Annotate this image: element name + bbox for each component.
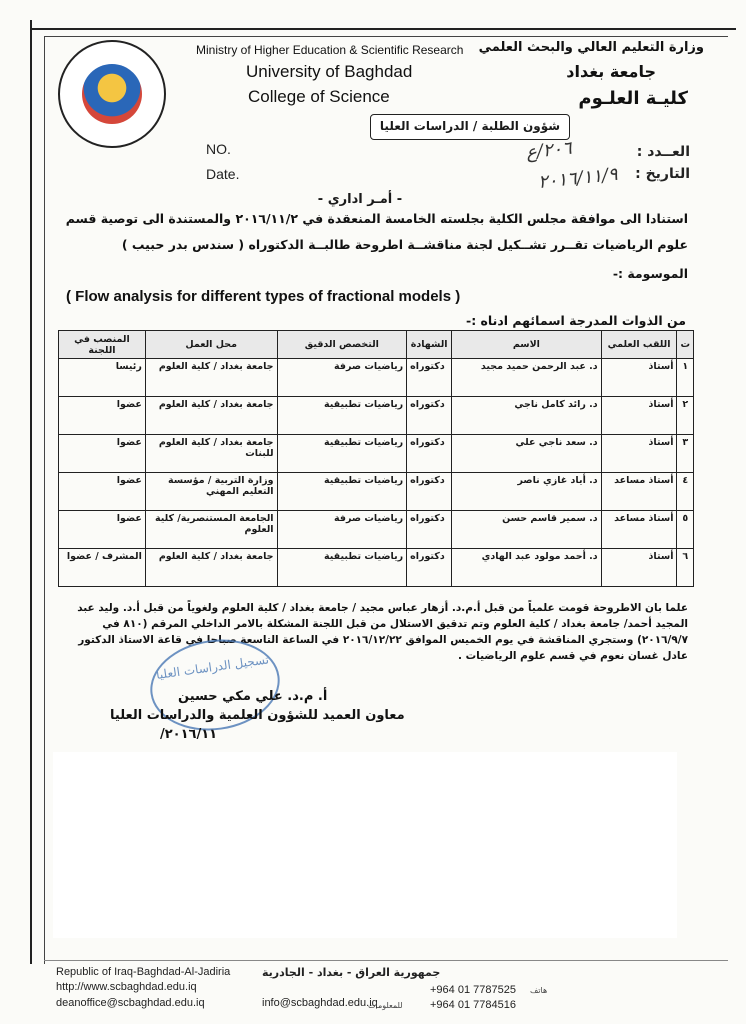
table-cell: عضوا	[59, 473, 146, 511]
body-paragraph-1: استنادا الى موافقة مجلس الكلية بجلسته الخامسة المنعقدة في ٢٠١٦/١١/٢ والمستندة الى توصية قسم	[65, 211, 688, 226]
date-label-en: Date.	[206, 166, 240, 182]
table-cell: أستاذ	[601, 397, 677, 435]
footer-phone-2: +964 01 7784516	[430, 999, 516, 1011]
university-name-en: University of Baghdad	[246, 62, 413, 81]
table-cell: أستاذ مساعد	[601, 511, 677, 549]
registration-stamp: تسجيل الدراسات العليا	[144, 631, 285, 738]
table-cell: أستاذ مساعد	[601, 473, 677, 511]
redacted-area	[53, 752, 677, 938]
table-cell: الجامعة المستنصرية/ كلية العلوم	[145, 511, 277, 549]
left-border-outer	[30, 20, 32, 964]
table-cell: جامعة بغداد / كلية العلوم	[145, 549, 277, 587]
signatory-name: أ. م.د. علي مكي حسين	[178, 689, 328, 704]
column-header: التخصص الدقيق	[277, 331, 407, 359]
body-paragraph-3: الموسومة :-	[612, 266, 688, 281]
footer-dean-email-link[interactable]: deanoffice@scbaghdad.edu.iq	[56, 997, 205, 1009]
footer-website-link[interactable]: http://www.scbaghdad.edu.iq	[56, 981, 197, 993]
thesis-title: ( Flow analysis for different types of fractional models )	[66, 288, 461, 305]
table-row	[59, 397, 694, 435]
column-header: الشهادة	[407, 331, 452, 359]
table-cell: جامعة بغداد / كلية العلوم للبنات	[145, 435, 277, 473]
table-cell: رياضيات تطبيقية	[277, 549, 407, 587]
document-number-value: ٢٠٦/ع	[525, 137, 573, 164]
top-border-inner	[44, 36, 728, 37]
table-row	[59, 473, 694, 511]
column-header: المنصب في اللجنة	[59, 331, 146, 359]
column-header: اللقب العلمي	[601, 331, 677, 359]
table-cell: رياضيات تطبيقية	[277, 473, 407, 511]
college-seal-icon	[58, 40, 166, 148]
university-name-ar: جامعة بغداد	[566, 62, 656, 81]
signature-date: ٢٠١٦/١١/	[160, 727, 218, 742]
table-cell: د. سعد ناجي علي	[452, 435, 602, 473]
footer-address-ar: جمهورية العراق - بغداد - الجادرية	[262, 966, 441, 979]
footer-address-en: Republic of Iraq-Baghdad-Al-Jadiria	[56, 966, 231, 978]
table-cell: أستاذ	[601, 359, 677, 397]
column-header: الاسم	[452, 331, 602, 359]
order-title: - أمـر اداري -	[317, 192, 403, 207]
table-cell: رياضيات تطبيقية	[277, 435, 407, 473]
footer-info-label: للمعلومات	[368, 1001, 403, 1010]
college-name-en: College of Science	[248, 87, 390, 106]
table-cell: ١	[677, 359, 694, 397]
table-cell: ٢	[677, 397, 694, 435]
seal-emblem-icon	[82, 64, 142, 124]
date-label-ar: التاريخ :	[635, 166, 690, 182]
top-border-outer	[30, 28, 736, 30]
table-row	[59, 359, 694, 397]
notes-paragraph: علما بان الاطروحة قومت علمياً من قبل أ.م.د. أزهار عباس مجيد / جامعة بغداد / كلية العلوم ولغوياً من قبل أ.د. وليد عبد المجيد أحمد/ جامعة بغداد / كلية العلوم وتم تدقيق الاستلال من قبل اللجنة المشكلة بالامر الداخلي المرقم (٨١٠ في ٢٠١٦/٩/٧) وستجري المناقشة في يوم الخميس الموافق ٢٠١٦/١٢/٢٢ في الساعة التاسعة صباحا في قاعة الاستاذ الدكتور عادل غسان نعوم في قسم علوم الرياضيات .	[77, 602, 688, 662]
footer-info-email-link[interactable]: info@scbaghdad.edu.iq	[262, 997, 378, 1009]
committee-table	[58, 330, 694, 587]
table-cell: د. أحمد مولود عبد الهادي	[452, 549, 602, 587]
table-cell: أستاذ	[601, 549, 677, 587]
college-name-ar: كليـة العلـوم	[578, 88, 688, 109]
table-cell: ٥	[677, 511, 694, 549]
table-cell: رياضيات صرفة	[277, 511, 407, 549]
column-header: ت	[677, 331, 694, 359]
table-cell: رياضيات تطبيقية	[277, 397, 407, 435]
left-border-inner	[44, 36, 45, 964]
table-cell: د. عبد الرحمن حميد مجيد	[452, 359, 602, 397]
table-cell: دكتوراه	[407, 397, 452, 435]
table-cell: دكتوراه	[407, 549, 452, 587]
table-row	[59, 511, 694, 549]
table-cell: ٤	[677, 473, 694, 511]
table-cell: المشرف / عضوا	[59, 549, 146, 587]
table-cell: دكتوراه	[407, 435, 452, 473]
ministry-name-en: Ministry of Higher Education & Scientific Research	[196, 43, 464, 57]
document-date-value: ٢٠١٦/١١/٩	[537, 163, 619, 194]
table-cell: دكتوراه	[407, 359, 452, 397]
table-cell: دكتوراه	[407, 511, 452, 549]
ministry-name-ar: وزارة التعليم العالي والبحث العلمي	[478, 40, 704, 55]
table-cell: ٦	[677, 549, 694, 587]
table-cell: د. رائد كامل ناجي	[452, 397, 602, 435]
body-paragraph-2: علوم الرياضيات تقــرر تشــكيل لجنة مناقشــة اطروحة طالبــة الدكتوراه ( سندس بدر حبيب )	[121, 237, 688, 252]
footer-phone-label: هاتف	[530, 986, 548, 995]
body-paragraph-4: من الذوات المدرجة اسمائهم ادناه :-	[466, 313, 686, 328]
table-row	[59, 435, 694, 473]
table-header-row	[59, 331, 694, 359]
table-cell: د. أياد غازي ناصر	[452, 473, 602, 511]
footer-phone-1: +964 01 7787525	[430, 984, 516, 996]
table-cell: رئيسا	[59, 359, 146, 397]
table-cell: جامعة بغداد / كلية العلوم	[145, 359, 277, 397]
footer-divider	[44, 960, 728, 961]
table-cell: وزارة التربية / مؤسسة التعليم المهني	[145, 473, 277, 511]
department-label-box: شؤون الطلبة / الدراسات العليا	[370, 114, 570, 140]
number-label-en: NO.	[206, 141, 231, 157]
table-cell: أستاذ	[601, 435, 677, 473]
column-header: محل العمل	[145, 331, 277, 359]
table-cell: عضوا	[59, 511, 146, 549]
table-cell: دكتوراه	[407, 473, 452, 511]
table-cell: عضوا	[59, 397, 146, 435]
number-label-ar: العــدد :	[636, 144, 690, 160]
table-cell: رياضيات صرفة	[277, 359, 407, 397]
table-cell: عضوا	[59, 435, 146, 473]
table-cell: ٣	[677, 435, 694, 473]
table-cell: د. سمير قاسم حسن	[452, 511, 602, 549]
signatory-role: معاون العميد للشؤون العلمية والدراسات العليا	[110, 708, 405, 723]
table-row	[59, 549, 694, 587]
table-cell: جامعة بغداد / كلية العلوم	[145, 397, 277, 435]
